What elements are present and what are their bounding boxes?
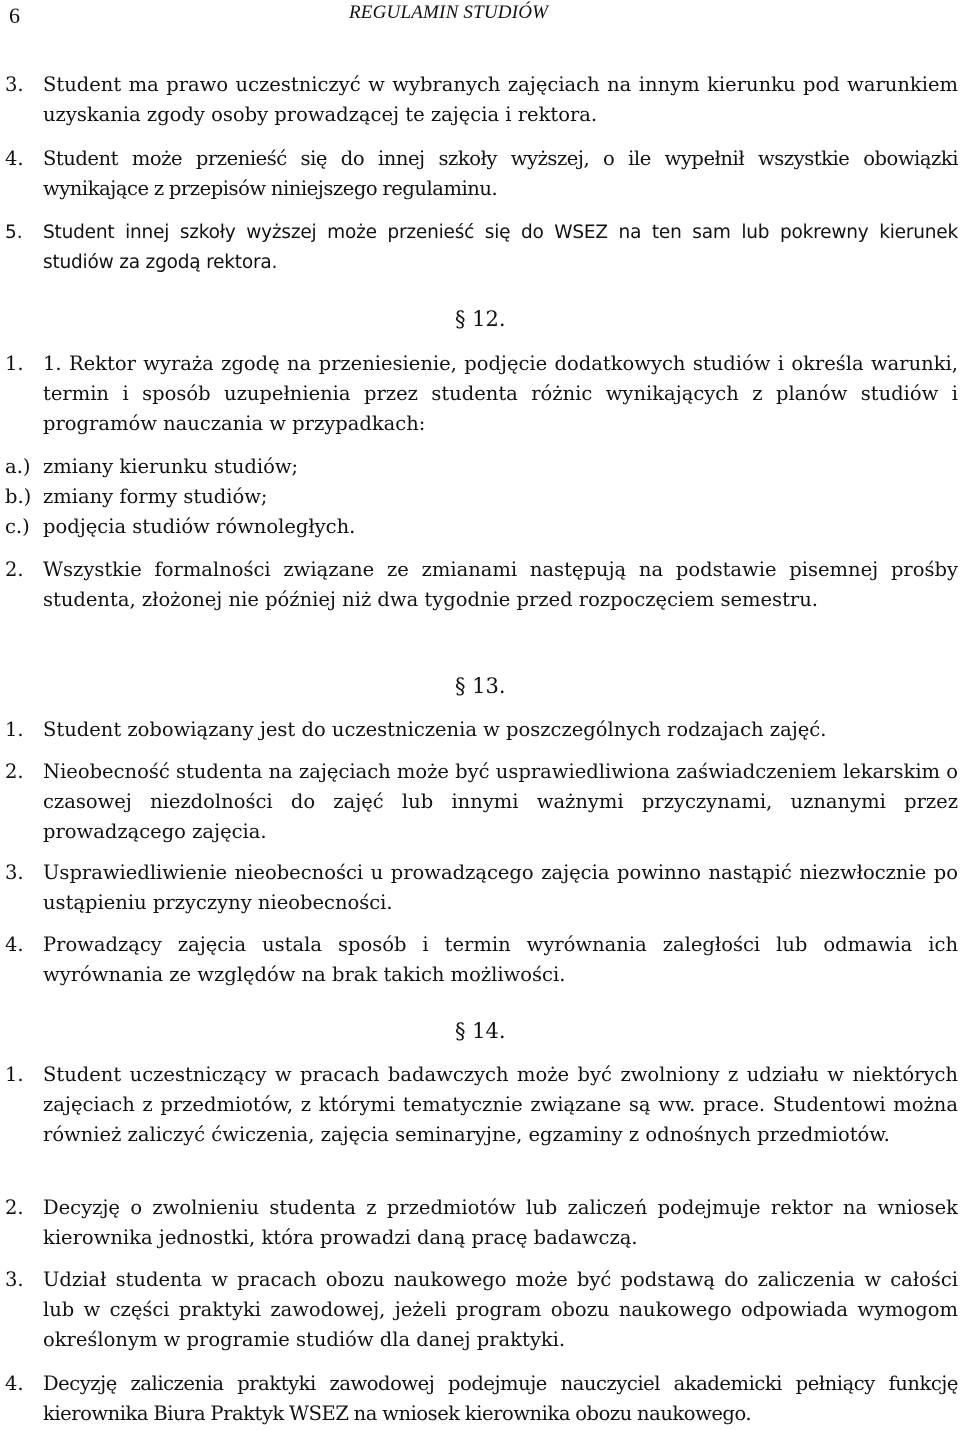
running-title: REGULAMIN STUDIÓW	[349, 2, 549, 23]
item-number: 4.	[5, 147, 24, 170]
item-text: Student zobowiązany jest do uczestniczenia w poszczególnych rodzajach zajęć.	[43, 718, 827, 741]
item-text: Decyzję zaliczenia praktyki zawodowej podejmuje nauczyciel akademicki pełniący funkcję kierownika Biura Praktyk WSEZ na wniosek kierownika obozu naukowego.	[43, 1372, 958, 1425]
section-heading-13: § 13.	[455, 674, 506, 698]
item-number: 3.	[5, 73, 24, 96]
page-number: 6	[9, 3, 20, 28]
item-text: Prowadzący zajęcia ustala sposób i termin wyrównania zaległości lub odmawia ich wyrównania ze względów na brak takich możliwości.	[43, 933, 958, 986]
sub-item-letter: a.)	[5, 455, 31, 478]
section-heading-14: § 14.	[455, 1019, 506, 1043]
sub-list-item	[5, 512, 355, 542]
item-text: Nieobecność studenta na zajęciach może być usprawiedliwiona zaświadczeniem lekarskim o czasowej niezdolności do zajęć lub innymi ważnymi przyczynami, uznanymi przez prowadzącego zajęcia.	[43, 760, 958, 843]
sub-item-letter: b.)	[5, 485, 32, 508]
sub-item-text: zmiany formy studiów;	[43, 485, 268, 508]
item-text: Udział studenta w pracach obozu naukowego może być podstawą do zaliczenia w całości lub w części praktyki zawodowej, jeżeli program obozu naukowego odpowiada wymogom określonym w programie studiów dla danej praktyki.	[43, 1268, 958, 1351]
page-header	[0, 0, 960, 32]
sub-item-text: podjęcia studiów równoległych.	[43, 515, 356, 538]
item-number: 3.	[5, 861, 24, 884]
item-text: Student ma prawo uczestniczyć w wybranych zajęciach na innym kierunku pod warunkiem uzyskania zgody osoby prowadzącej te zajęcia i rektora.	[43, 73, 958, 126]
item-number: 2.	[5, 760, 24, 783]
item-number: 4.	[5, 1372, 24, 1395]
sub-list-item	[5, 482, 268, 512]
item-number: 4.	[5, 933, 24, 956]
item-text: Wszystkie formalności związane ze zmianami następują na podstawie pisemnej prośby studenta, złożonej nie później niż dwa tygodnie przed rozpoczęciem semestru.	[43, 558, 958, 611]
item-number: 1.	[5, 1063, 24, 1086]
sub-item-letter: c.)	[5, 515, 30, 538]
item-text: Usprawiedliwienie nieobecności u prowadzącego zajęcia powinno nastąpić niezwłocznie po ustąpieniu przyczyny nieobecności.	[43, 861, 958, 914]
item-text: Student uczestniczący w pracach badawczych może być zwolniony z udziału w niektórych zajęciach z przedmiotów, z którymi tematycznie związane są ww. prace. Studentowi można również zaliczyć ćwiczenia, zajęcia seminaryjne, egzaminy z odnośnych przedmiotów.	[43, 1063, 958, 1146]
item-text: Student innej szkoły wyższej może przenieść się do WSEZ na ten sam lub pokrewny kierunek studiów za zgodą rektora.	[43, 222, 958, 273]
sub-list-item	[5, 452, 298, 482]
item-number: 3.	[5, 1268, 24, 1291]
item-text: Student może przenieść się do innej szkoły wyższej, o ile wypełnił wszystkie obowiązki wynikające z przepisów niniejszego regulaminu.	[43, 147, 958, 200]
item-number: 1.	[5, 352, 24, 375]
item-number: 2.	[5, 558, 24, 581]
item-number: 5.	[5, 222, 23, 243]
item-text: Decyzję o zwolnieniu studenta z przedmiotów lub zaliczeń podejmuje rektor na wniosek kierownika jednostki, która prowadzi daną pracę badawczą.	[43, 1196, 958, 1249]
item-number: 2.	[5, 1196, 24, 1219]
sub-item-text: zmiany kierunku studiów;	[43, 455, 299, 478]
item-number: 1.	[5, 718, 24, 741]
section-heading-12: § 12.	[455, 307, 506, 331]
item-text: 1. Rektor wyraża zgodę na przeniesienie, podjęcie dodatkowych studiów i określa warunki, termin i sposób uzupełnienia przez studenta różnic wynikających z planów studiów i programów nauczania w przypadkach:	[43, 352, 958, 435]
